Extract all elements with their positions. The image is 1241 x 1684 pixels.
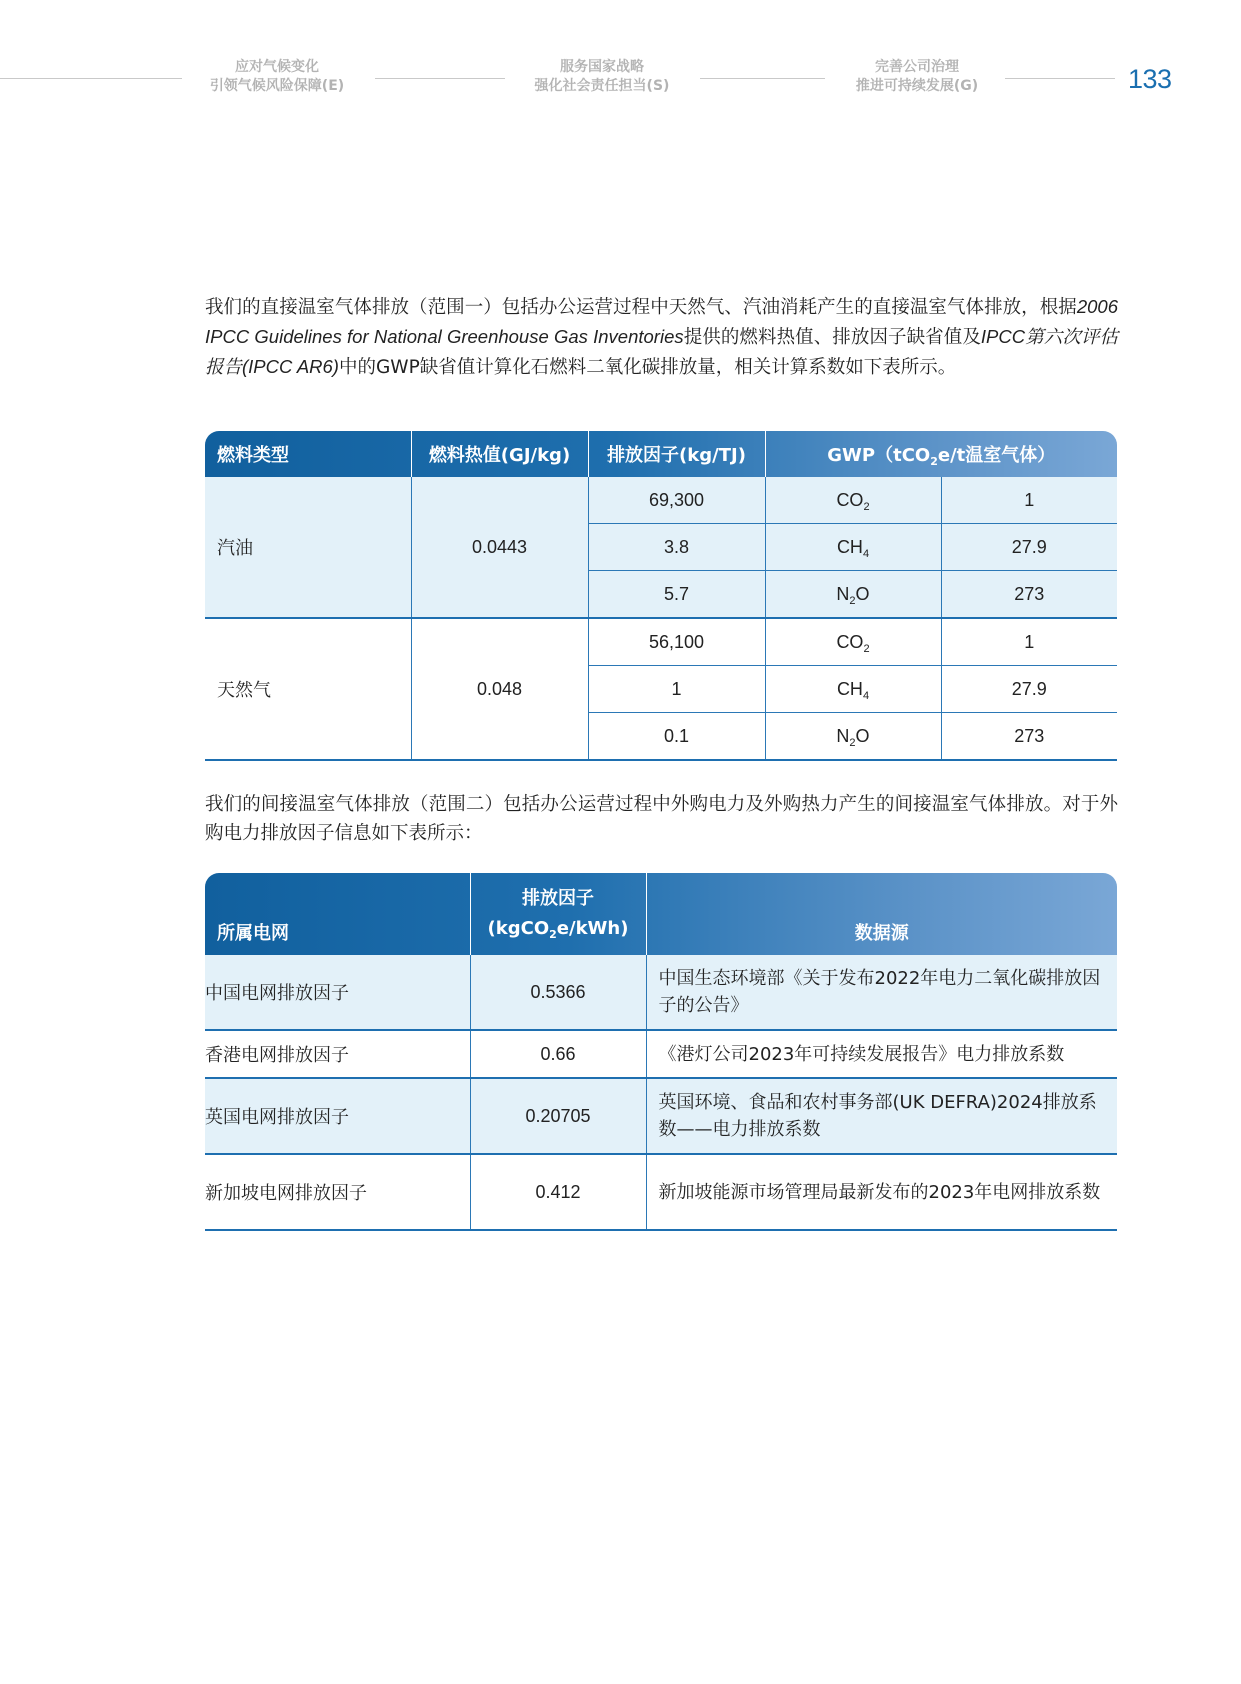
- header-heat-value: 燃料热值(GJ/kg): [411, 431, 588, 477]
- grid-source: 《港灯公司2023年可持续发展报告》电力排放系数: [646, 1030, 1117, 1078]
- fuel-name: 汽油: [205, 477, 411, 618]
- grid-name: 香港电网排放因子: [205, 1030, 470, 1078]
- grid-source: 中国生态环境部《关于发布2022年电力二氧化碳排放因子的公告》: [646, 955, 1117, 1030]
- grid-name: 新加坡电网排放因子: [205, 1154, 470, 1230]
- gas-formula: $N_2O$: [765, 571, 941, 619]
- gwp-value: 273: [941, 713, 1117, 761]
- table-row: [205, 477, 1117, 524]
- nav-environment-line2: 引领气候风险保障(E): [209, 78, 345, 94]
- gwp-value: 1: [941, 477, 1117, 524]
- table-row: [205, 618, 1117, 666]
- header-source: 数据源: [854, 923, 909, 944]
- table-row: [205, 1078, 1117, 1154]
- gas-formula: $CO_2$: [765, 477, 941, 524]
- table-header-row: [205, 873, 1117, 955]
- emission-factor: 1: [588, 666, 765, 713]
- grid-source: 英国环境、食品和农村事务部(UK DEFRA)2024排放系数——电力排放系数: [646, 1078, 1117, 1154]
- grid-factor: 0.20705: [470, 1078, 646, 1154]
- gwp-label-b: e/t温室气体）: [937, 445, 1056, 466]
- nav-social-line1: 服务国家战略: [560, 59, 644, 75]
- gas-formula: $N_2O$: [765, 713, 941, 761]
- nav-governance[interactable]: [842, 58, 992, 96]
- ipcc-guidelines-title: 2006 IPCC Guidelines for National Greenhouse Gas Inventories: [205, 296, 1118, 347]
- gwp-label-a: GWP（tCO: [827, 445, 931, 466]
- table-row: [205, 1154, 1117, 1230]
- header-grid-factor-line2: (kgCO$_2$e/kWh): [487, 918, 629, 941]
- gwp-value: 27.9: [941, 666, 1117, 713]
- table-row: [205, 1030, 1117, 1078]
- gwp-value: 273: [941, 571, 1117, 619]
- scope1-text-b: 提供的燃料热值、排放因子缺省值及: [683, 327, 981, 348]
- header-rule: [0, 78, 182, 79]
- header-fuel-type: 燃料类型: [205, 431, 411, 477]
- grid-factor-table: [205, 873, 1117, 1231]
- emission-factor: 3.8: [588, 524, 765, 571]
- scope1-text-c: 中的GWP缺省值计算化石燃料二氧化碳排放量，相关计算系数如下表所示。: [338, 357, 957, 378]
- table-row: [205, 955, 1117, 1030]
- nav-environment-line1: 应对气候变化: [235, 59, 319, 75]
- grid-name: 中国电网排放因子: [205, 955, 470, 1030]
- emission-factor: 0.1: [588, 713, 765, 761]
- header-gwp: [765, 431, 1117, 477]
- header-grid-factor-line1: 排放因子: [522, 888, 594, 909]
- nav-environment[interactable]: [202, 58, 352, 96]
- header-emission-factor: 排放因子(kg/TJ): [588, 431, 765, 477]
- table-header-row: [205, 431, 1117, 477]
- gas-formula: $CH_4$: [765, 666, 941, 713]
- fuel-factor-table: [205, 431, 1117, 761]
- emission-factor: 69,300: [588, 477, 765, 524]
- grid-factor: 0.66: [470, 1030, 646, 1078]
- nav-governance-line1: 完善公司治理: [875, 59, 959, 75]
- gwp-value: 1: [941, 618, 1117, 666]
- header-rule: [700, 78, 825, 79]
- grid-factor: 0.412: [470, 1154, 646, 1230]
- nav-social-line2: 强化社会责任担当(S): [534, 78, 670, 94]
- scope1-text-a: 我们的直接温室气体排放（范围一）包括办公运营过程中天然气、汽油消耗产生的直接温室气体排放，根据: [205, 297, 1077, 318]
- gas-formula: $CO_2$: [765, 618, 941, 666]
- gwp-value: 27.9: [941, 524, 1117, 571]
- header-grid-factor: [470, 873, 646, 955]
- grid-factor: 0.5366: [470, 955, 646, 1030]
- gwp-label-sub: 2: [930, 455, 938, 468]
- page-number: 133: [1128, 64, 1172, 94]
- emission-factor: 56,100: [588, 618, 765, 666]
- grid-source: 新加坡能源市场管理局最新发布的2023年电网排放系数: [646, 1154, 1117, 1230]
- nav-social[interactable]: [527, 58, 677, 96]
- emission-factor: 5.7: [588, 571, 765, 619]
- header-rule: [1005, 78, 1115, 79]
- fuel-name: 天然气: [205, 618, 411, 760]
- scope2-paragraph: 我们的间接温室气体排放（范围二）包括办公运营过程中外购电力及外购热力产生的间接温室气体排放。对于外购电力排放因子信息如下表所示：: [205, 794, 1118, 844]
- header-grid: 所属电网: [205, 873, 470, 955]
- ipcc-ar6-title: IPCC第六次评估报告(IPCC AR6): [205, 326, 1118, 377]
- gas-formula: $CH_4$: [765, 524, 941, 571]
- heat-value: 0.048: [411, 618, 588, 760]
- grid-name: 英国电网排放因子: [205, 1078, 470, 1154]
- heat-value: 0.0443: [411, 477, 588, 618]
- header-rule: [375, 78, 505, 79]
- nav-governance-line2: 推进可持续发展(G): [855, 78, 979, 94]
- scope1-paragraph: [205, 292, 1118, 382]
